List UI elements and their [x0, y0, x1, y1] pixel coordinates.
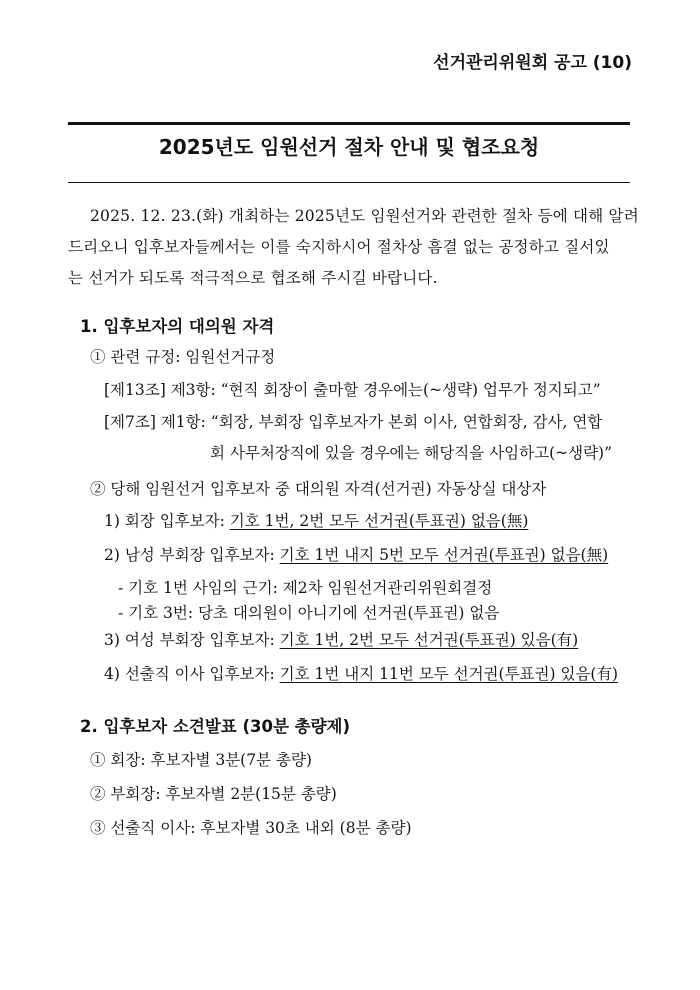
sub-item-director-label: 4) 선출직 이사 입후보자:	[104, 665, 280, 683]
section-2-heading: 2. 입후보자 소견발표 (30분 총량제)	[80, 717, 351, 736]
intro-line-2: 드리오니 입후보자들께서는 이를 숙지하시어 절차상 흠결 없는 공정하고 질서있	[68, 238, 610, 256]
sub-item-director	[104, 662, 618, 684]
sub-item-president-label: 1) 회장 입후보자:	[104, 512, 230, 530]
section-1-item-2: ② 당해 임원선거 입후보자 중 대의원 자격(선거권) 자동상실 대상자	[90, 480, 547, 498]
section-1-item-1: ① 관련 규정: 임원선거규정	[90, 348, 276, 366]
document-title: 2025년도 임원선거 절차 안내 및 협조요청	[158, 135, 540, 159]
sub-item-female-vp-label: 3) 여성 부회장 입후보자:	[104, 631, 280, 649]
sub-item-president-value: 기호 1번, 2번 모두 선거권(투표권) 없음(無)	[229, 512, 529, 530]
rule-13-quote: [제13조] 제3항: “현직 회장이 출마할 경우에는(~생략) 업무가 정지되고”	[104, 381, 601, 399]
sub-item-female-vp	[104, 628, 578, 650]
rule-7-quote-line-2: 회 사무처장직에 있을 경우에는 해당직을 사임하고(~생략)”	[210, 444, 613, 462]
notice-number: 선거관리위원회 공고 (10)	[433, 53, 632, 73]
male-vp-note-1: - 기호 1번 사임의 근기: 제2차 임원선거관리위원회결정	[118, 579, 493, 597]
sub-item-female-vp-value: 기호 1번, 2번 모두 선거권(투표권) 있음(有)	[279, 631, 579, 649]
section-2-item-3: ③ 선출직 이사: 후보자별 30초 내외 (8분 총량)	[90, 819, 412, 837]
intro-line-1: 2025. 12. 23.(화) 개최하는 2025년도 임원선거와 관련한 절차 등에 대해 알려	[90, 207, 639, 225]
sub-item-director-value: 기호 1번 내지 11번 모두 선거권(투표권) 있음(有)	[279, 665, 619, 683]
sub-item-president	[104, 509, 528, 531]
section-2-item-1: ① 회장: 후보자별 3분(7분 총량)	[90, 751, 312, 769]
title-top-rule	[68, 122, 630, 125]
section-1-heading: 1. 입후보자의 대의원 자격	[80, 317, 275, 336]
title-bottom-rule	[68, 182, 630, 183]
sub-item-male-vp-label: 2) 남성 부회장 입후보자:	[104, 546, 280, 564]
intro-line-3: 는 선거가 되도록 적극적으로 협조해 주시길 바랍니다.	[68, 269, 438, 287]
male-vp-note-2: - 기호 3번: 당초 대의원이 아니기에 선거권(투표권) 없음	[118, 604, 500, 622]
sub-item-male-vp-value: 기호 1번 내지 5번 모두 선거권(투표권) 없음(無)	[279, 546, 609, 564]
rule-7-quote-line-1: [제7조] 제1항: “회장, 부회장 입후보자가 본회 이사, 연합회장, 감사, 연합	[104, 413, 603, 431]
sub-item-male-vp	[104, 543, 608, 565]
section-2-item-2: ② 부회장: 후보자별 2분(15분 총량)	[90, 785, 337, 803]
